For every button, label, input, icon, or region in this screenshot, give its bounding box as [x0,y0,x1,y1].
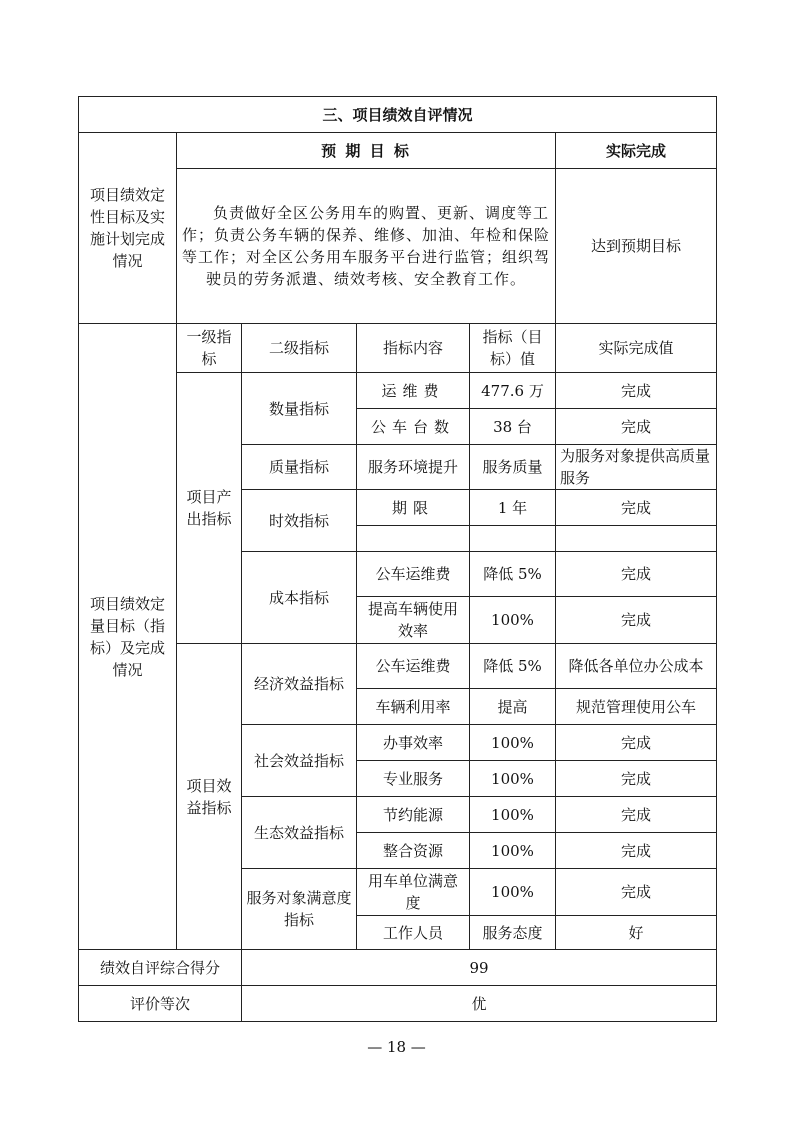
row-target: 100% [470,597,556,644]
group-quantity: 数量指标 [242,373,357,445]
row-content: 服务环境提升 [357,445,470,490]
row-content [357,526,470,552]
row-actual: 完成 [556,797,717,833]
row-actual: 降低各单位办公成本 [556,644,717,689]
group-timeliness: 时效指标 [242,490,357,552]
qualitative-row-label: 项目绩效定性目标及实施计划完成情况 [79,133,177,324]
row-target: 100% [470,761,556,797]
row-target: 38 台 [470,409,556,445]
section-title: 三、项目绩效自评情况 [79,97,717,133]
row-content: 办事效率 [357,725,470,761]
row-actual: 为服务对象提供高质量服务 [556,445,717,490]
header-target: 指标（目标）值 [470,324,556,373]
row-actual: 完成 [556,373,717,409]
row-actual: 完成 [556,490,717,526]
row-content: 公车运维费 [357,644,470,689]
row-content: 整合资源 [357,833,470,869]
group-social: 社会效益指标 [242,725,357,797]
actual-completion-header: 实际完成 [556,133,717,169]
row-content: 运维费 [357,373,470,409]
row-target: 降低 5% [470,552,556,597]
row-actual: 完成 [556,761,717,797]
page-number: — 18 — [367,1038,426,1056]
row-target: 100% [470,725,556,761]
row-target: 100% [470,833,556,869]
header-content: 指标内容 [357,324,470,373]
row-actual: 完成 [556,409,717,445]
grade-label: 评价等次 [79,986,242,1022]
row-content: 专业服务 [357,761,470,797]
expected-goal-header: 预 期 目 标 [177,133,556,169]
row-actual: 完成 [556,552,717,597]
row-actual [556,526,717,552]
row-actual: 完成 [556,833,717,869]
row-target: 477.6 万 [470,373,556,409]
row-actual: 完成 [556,597,717,644]
row-content: 用车单位满意度 [357,869,470,916]
row-target: 1 年 [470,490,556,526]
header-level1: 一级指标 [177,324,242,373]
header-level2: 二级指标 [242,324,357,373]
score-value: 99 [242,950,717,986]
row-actual: 规范管理使用公车 [556,689,717,725]
grade-value: 优 [242,986,717,1022]
group-satisfaction: 服务对象满意度指标 [242,869,357,950]
row-target: 服务质量 [470,445,556,490]
row-content: 节约能源 [357,797,470,833]
row-content: 期限 [357,490,470,526]
header-actual: 实际完成值 [556,324,717,373]
score-label: 绩效自评综合得分 [79,950,242,986]
row-content: 提高车辆使用效率 [357,597,470,644]
row-content: 公车台数 [357,409,470,445]
row-target: 服务态度 [470,916,556,950]
row-target: 100% [470,797,556,833]
row-actual: 完成 [556,725,717,761]
row-target: 降低 5% [470,644,556,689]
group-quality: 质量指标 [242,445,357,490]
row-content: 公车运维费 [357,552,470,597]
quantitative-row-label: 项目绩效定量目标（指标）及完成情况 [79,324,177,950]
row-target: 提高 [470,689,556,725]
row-target [470,526,556,552]
row-content: 工作人员 [357,916,470,950]
row-content: 车辆利用率 [357,689,470,725]
qualitative-actual: 达到预期目标 [556,169,717,324]
self-evaluation-table [78,96,717,1022]
row-actual: 完成 [556,869,717,916]
output-indicator-label: 项目产出指标 [177,373,242,644]
group-cost: 成本指标 [242,552,357,644]
row-target: 100% [470,869,556,916]
row-actual: 好 [556,916,717,950]
benefit-indicator-label: 项目效益指标 [177,644,242,950]
group-economic: 经济效益指标 [242,644,357,725]
group-ecological: 生态效益指标 [242,797,357,869]
qualitative-description: 负责做好全区公务用车的购置、更新、调度等工作；负责公务车辆的保养、维修、加油、年检和保险等工作；对全区公务用车服务平台进行监管；组织驾驶员的劳务派遣、绩效考核、安全教育工作。 [177,169,556,324]
